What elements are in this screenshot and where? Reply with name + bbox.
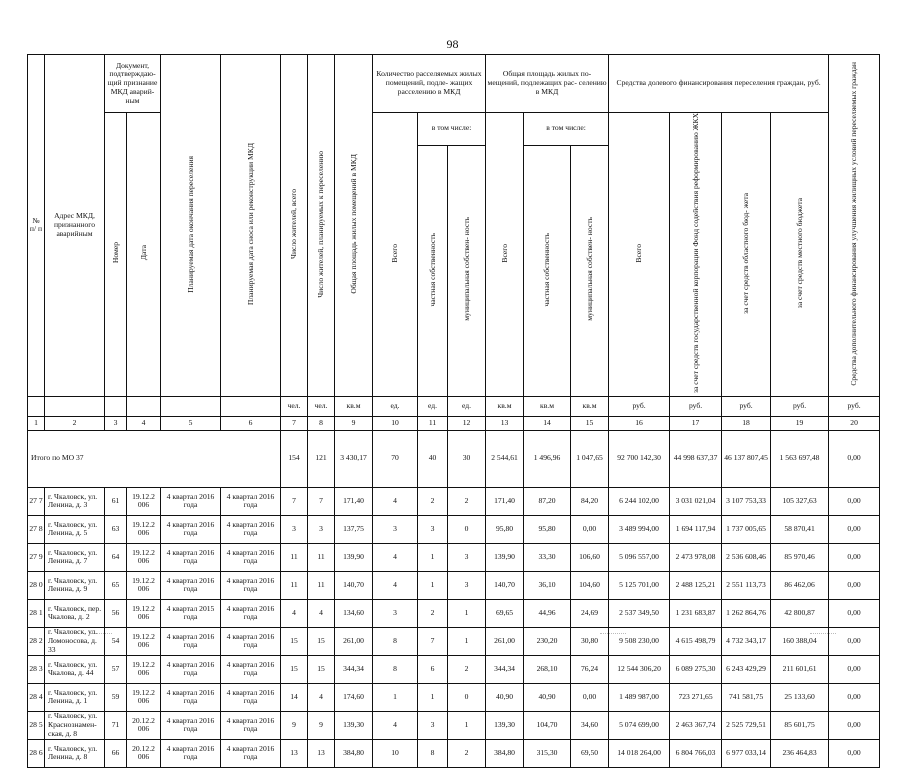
column-number: 20 (829, 416, 880, 430)
cell-area-private: 104,70 (524, 711, 571, 739)
cell-demolish: 4 квартал 2016 года (221, 655, 281, 683)
cell-residents: 4 (281, 599, 308, 627)
cell-fin-regional: 741 581,75 (722, 683, 771, 711)
column-number: 16 (609, 416, 670, 430)
cell-fin-fund: 2 488 125,21 (670, 571, 722, 599)
cell-no: 27 7 (28, 487, 45, 515)
column-number: 3 (105, 416, 127, 430)
cell-planned: 15 (308, 655, 335, 683)
header-fin-regional: за счет средств областного бюд- жета (722, 113, 771, 397)
column-numbers-row (28, 416, 880, 430)
cell-fin-fund: 2 463 367,74 (670, 711, 722, 739)
header-planned-demolish: Планируемая дата сноса или реконструкции МКД (221, 55, 281, 397)
cell-rooms: 4 (373, 487, 418, 515)
cell-resettle: 4 квартал 2016 года (161, 683, 221, 711)
cell-area-municipal: 69,50 (571, 739, 609, 767)
cell-no: 28 6 (28, 739, 45, 767)
cell-area-private: 33,30 (524, 543, 571, 571)
cell-fin-regional: 2 525 729,51 (722, 711, 771, 739)
cell-no: 28 4 (28, 683, 45, 711)
cell-area-private: 230,20 (524, 627, 571, 655)
cell-area-total: 40,90 (486, 683, 524, 711)
cell-demolish: 4 квартал 2016 года (221, 487, 281, 515)
cell-residents: 15 (281, 655, 308, 683)
cell-rooms-municipal: 1 (448, 599, 486, 627)
header-rooms-total: Всего (373, 113, 418, 397)
cell-address: г. Чкаловск, ул. Ленина, д. 8 (45, 739, 105, 767)
cell-no: 28 0 (28, 571, 45, 599)
cell-rooms-private: 3 (418, 711, 448, 739)
cell-rooms-municipal: 2 (448, 655, 486, 683)
header-doc: Документ, подтверждаю- щий признание МКД аварий- ным (105, 55, 161, 113)
cell-area-private: 36,10 (524, 571, 571, 599)
cell-area: 171,40 (335, 487, 373, 515)
cell-fin-additional: 0,00 (829, 711, 880, 739)
cell-fin-additional: 0,00 (829, 571, 880, 599)
cell-fin-fund: 6 089 275,30 (670, 655, 722, 683)
unit-cell: ед. (448, 396, 486, 416)
cell-doc-date: 19.12.2 006 (127, 627, 161, 655)
cell-fin-additional: 0,00 (829, 543, 880, 571)
cell-fin-total: 5 096 557,00 (609, 543, 670, 571)
column-number: 19 (771, 416, 829, 430)
cell-residents: 11 (281, 571, 308, 599)
cell-residents: 9 (281, 711, 308, 739)
total-cell: 2 544,61 (486, 430, 524, 487)
cell-fin-additional: 0,00 (829, 683, 880, 711)
cell-no: 27 9 (28, 543, 45, 571)
cell-area-private: 44,96 (524, 599, 571, 627)
header-finance-group: Средства долевого финансирования переселения граждан, руб. (609, 55, 829, 113)
cell-doc-no: 64 (105, 543, 127, 571)
cell-fin-local: 105 327,63 (771, 487, 829, 515)
cell-rooms-municipal: 1 (448, 627, 486, 655)
table-row (28, 571, 880, 599)
cell-area: 139,30 (335, 711, 373, 739)
unit-cell: кв.м (524, 396, 571, 416)
cell-rooms: 4 (373, 543, 418, 571)
cell-rooms-municipal: 1 (448, 711, 486, 739)
cell-address: г. Чкаловск, ул. Ленина, д. 9 (45, 571, 105, 599)
total-cell: 3 430,17 (335, 430, 373, 487)
cell-area-municipal: 34,60 (571, 711, 609, 739)
cell-demolish: 4 квартал 2016 года (221, 739, 281, 767)
header-fin-local: за счет средств местного бюджета (771, 113, 829, 397)
cell-doc-no: 61 (105, 487, 127, 515)
header-residents-planned: Число жителей, планируемых к переселению (308, 55, 335, 397)
column-number: 9 (335, 416, 373, 430)
cell-fin-regional: 3 107 753,33 (722, 487, 771, 515)
cell-residents: 7 (281, 487, 308, 515)
header-living-area: Общая площадь жилых помещений в МКД (335, 55, 373, 397)
cell-area: 134,60 (335, 599, 373, 627)
cell-area-total: 344,34 (486, 655, 524, 683)
cell-rooms-private: 2 (418, 599, 448, 627)
cell-area: 261,00 (335, 627, 373, 655)
cell-planned: 15 (308, 627, 335, 655)
scan-mark (600, 633, 626, 634)
unit-cell: чел. (308, 396, 335, 416)
header-fin-total: Всего (609, 113, 670, 397)
cell-fin-total: 6 244 102,00 (609, 487, 670, 515)
cell-fin-regional: 2 536 608,46 (722, 543, 771, 571)
cell-rooms-municipal: 3 (448, 543, 486, 571)
cell-fin-regional: 2 551 113,73 (722, 571, 771, 599)
unit-cell: руб. (609, 396, 670, 416)
resettlement-table (27, 54, 880, 768)
cell-area-municipal: 104,60 (571, 571, 609, 599)
header-address: Адрес МКД, признанного аварийным (45, 55, 105, 397)
cell-rooms-private: 1 (418, 683, 448, 711)
table-row (28, 515, 880, 543)
cell-fin-additional: 0,00 (829, 739, 880, 767)
cell-residents: 13 (281, 739, 308, 767)
column-number: 6 (221, 416, 281, 430)
cell-resettle: 4 квартал 2016 года (161, 487, 221, 515)
cell-area: 384,80 (335, 739, 373, 767)
cell-fin-total: 9 508 230,00 (609, 627, 670, 655)
cell-rooms-private: 1 (418, 571, 448, 599)
cell-area-municipal: 106,60 (571, 543, 609, 571)
cell-doc-no: 71 (105, 711, 127, 739)
cell-rooms-private: 1 (418, 543, 448, 571)
cell-resettle: 4 квартал 2016 года (161, 627, 221, 655)
cell-resettle: 4 квартал 2016 года (161, 739, 221, 767)
cell-no: 28 1 (28, 599, 45, 627)
cell-fin-total: 3 489 994,00 (609, 515, 670, 543)
cell-area: 140,70 (335, 571, 373, 599)
cell-residents: 15 (281, 627, 308, 655)
cell-address: г. Чкаловск, ул. Чкалова, д. 44 (45, 655, 105, 683)
cell-area-municipal: 0,00 (571, 515, 609, 543)
header-area-private: частная собственность (524, 145, 571, 396)
cell-area-municipal: 24,69 (571, 599, 609, 627)
cell-rooms-private: 6 (418, 655, 448, 683)
total-cell: 40 (418, 430, 448, 487)
cell-planned: 4 (308, 683, 335, 711)
unit-cell: кв.м (571, 396, 609, 416)
cell-area-private: 95,80 (524, 515, 571, 543)
cell-doc-no: 57 (105, 655, 127, 683)
cell-doc-date: 19.12.2 006 (127, 515, 161, 543)
cell-demolish: 4 квартал 2016 года (221, 627, 281, 655)
cell-fin-total: 1 489 987,00 (609, 683, 670, 711)
cell-address: г. Чкаловск, ул. Ленина, д. 1 (45, 683, 105, 711)
cell-area-municipal: 76,24 (571, 655, 609, 683)
cell-rooms: 8 (373, 627, 418, 655)
cell-fin-additional: 0,00 (829, 487, 880, 515)
column-number: 8 (308, 416, 335, 430)
column-number: 11 (418, 416, 448, 430)
cell-area: 174,60 (335, 683, 373, 711)
cell-area: 137,75 (335, 515, 373, 543)
cell-fin-total: 5 074 699,00 (609, 711, 670, 739)
cell-fin-total: 14 018 264,00 (609, 739, 670, 767)
cell-address: г. Чкаловск, ул. Ленина, д. 3 (45, 487, 105, 515)
cell-residents: 3 (281, 515, 308, 543)
cell-fin-regional: 6 977 033,14 (722, 739, 771, 767)
cell-fin-local: 86 462,06 (771, 571, 829, 599)
page-number: 98 (446, 37, 459, 51)
table-row (28, 627, 880, 655)
column-number: 5 (161, 416, 221, 430)
total-cell: 1 563 697,48 (771, 430, 829, 487)
cell-area: 139,90 (335, 543, 373, 571)
cell-fin-local: 236 464,83 (771, 739, 829, 767)
column-number: 18 (722, 416, 771, 430)
cell-rooms-municipal: 2 (448, 739, 486, 767)
cell-no: 28 5 (28, 711, 45, 739)
cell-demolish: 4 квартал 2016 года (221, 683, 281, 711)
column-number: 2 (45, 416, 105, 430)
cell-area-private: 40,90 (524, 683, 571, 711)
total-cell: 1 496,96 (524, 430, 571, 487)
units-row (28, 396, 880, 416)
total-cell: 121 (308, 430, 335, 487)
cell-demolish: 4 квартал 2016 года (221, 571, 281, 599)
cell-rooms: 4 (373, 711, 418, 739)
cell-demolish: 4 квартал 2016 года (221, 515, 281, 543)
cell-fin-local: 85 601,75 (771, 711, 829, 739)
cell-rooms-municipal: 3 (448, 571, 486, 599)
table-row (28, 543, 880, 571)
cell-doc-date: 19.12.2 006 (127, 543, 161, 571)
unit-cell: кв.м (335, 396, 373, 416)
table-row (28, 487, 880, 515)
cell-address: г. Чкаловск, ул. Краснознамен- ская, д. 8 (45, 711, 105, 739)
cell-address: г. Чкаловск, ул. Ленина, д. 5 (45, 515, 105, 543)
cell-fin-fund: 4 615 498,79 (670, 627, 722, 655)
cell-fin-additional: 0,00 (829, 515, 880, 543)
total-label: Итого по МО 37 (28, 430, 281, 487)
cell-address: г. Чкаловск, ул. Ломоносова, д. 33 (45, 627, 105, 655)
unit-cell: кв.м (486, 396, 524, 416)
header-residents: Число жителей, всего (281, 55, 308, 397)
cell-resettle: 4 квартал 2016 года (161, 571, 221, 599)
cell-fin-regional: 6 243 429,29 (722, 655, 771, 683)
total-cell: 92 700 142,30 (609, 430, 670, 487)
cell-doc-date: 19.12.2 006 (127, 683, 161, 711)
cell-fin-total: 12 544 306,20 (609, 655, 670, 683)
cell-fin-local: 211 601,61 (771, 655, 829, 683)
cell-area: 344,34 (335, 655, 373, 683)
cell-planned: 4 (308, 599, 335, 627)
cell-area-private: 87,20 (524, 487, 571, 515)
cell-fin-fund: 3 031 021,04 (670, 487, 722, 515)
cell-area-municipal: 84,20 (571, 487, 609, 515)
cell-fin-regional: 1 737 005,65 (722, 515, 771, 543)
total-cell: 0,00 (829, 430, 880, 487)
cell-address: г. Чкаловск, пер. Чкалова, д. 2 (45, 599, 105, 627)
cell-doc-date: 19.12.2 006 (127, 599, 161, 627)
total-cell: 30 (448, 430, 486, 487)
cell-fin-local: 58 870,41 (771, 515, 829, 543)
column-number: 14 (524, 416, 571, 430)
cell-resettle: 4 квартал 2016 года (161, 543, 221, 571)
cell-rooms-private: 8 (418, 739, 448, 767)
cell-doc-no: 54 (105, 627, 127, 655)
total-cell: 154 (281, 430, 308, 487)
header-planned-resettle: Планируемая дата окончания переселения (161, 55, 221, 397)
cell-area-total: 384,80 (486, 739, 524, 767)
cell-doc-date: 19.12.2 006 (127, 487, 161, 515)
cell-fin-fund: 723 271,65 (670, 683, 722, 711)
unit-cell: руб. (722, 396, 771, 416)
cell-rooms-municipal: 2 (448, 487, 486, 515)
cell-area-total: 140,70 (486, 571, 524, 599)
cell-fin-local: 85 970,46 (771, 543, 829, 571)
cell-area-total: 261,00 (486, 627, 524, 655)
cell-area-total: 139,90 (486, 543, 524, 571)
cell-rooms-private: 2 (418, 487, 448, 515)
table-row (28, 711, 880, 739)
header-no: № п/ п (28, 55, 45, 397)
cell-area-total: 95,80 (486, 515, 524, 543)
cell-fin-total: 2 537 349,50 (609, 599, 670, 627)
cell-planned: 13 (308, 739, 335, 767)
cell-fin-local: 25 133,60 (771, 683, 829, 711)
cell-rooms: 8 (373, 655, 418, 683)
column-number: 7 (281, 416, 308, 430)
cell-no: 27 8 (28, 515, 45, 543)
cell-resettle: 4 квартал 2015 года (161, 599, 221, 627)
cell-planned: 11 (308, 571, 335, 599)
total-cell: 46 137 807,45 (722, 430, 771, 487)
column-number: 15 (571, 416, 609, 430)
column-number: 1 (28, 416, 45, 430)
cell-fin-fund: 1 231 683,87 (670, 599, 722, 627)
cell-demolish: 4 квартал 2016 года (221, 711, 281, 739)
cell-resettle: 4 квартал 2016 года (161, 515, 221, 543)
cell-rooms: 4 (373, 571, 418, 599)
header-doc-date: Дата (127, 113, 161, 397)
cell-fin-fund: 6 804 766,03 (670, 739, 722, 767)
header-area-municipal: муниципальная собствен- ность (571, 145, 609, 396)
cell-address: г. Чкаловск, ул. Ленина, д. 7 (45, 543, 105, 571)
table-row (28, 599, 880, 627)
cell-fin-additional: 0,00 (829, 599, 880, 627)
table-row (28, 655, 880, 683)
cell-fin-fund: 2 473 978,08 (670, 543, 722, 571)
cell-area-private: 268,10 (524, 655, 571, 683)
cell-no: 28 3 (28, 655, 45, 683)
header-doc-number: Номер (105, 113, 127, 397)
unit-cell: руб. (670, 396, 722, 416)
unit-cell: ед. (373, 396, 418, 416)
cell-rooms-private: 3 (418, 515, 448, 543)
cell-rooms-private: 7 (418, 627, 448, 655)
table-row (28, 739, 880, 767)
cell-planned: 11 (308, 543, 335, 571)
cell-area-municipal: 30,80 (571, 627, 609, 655)
cell-doc-date: 19.12.2 006 (127, 655, 161, 683)
cell-rooms-municipal: 0 (448, 683, 486, 711)
cell-doc-date: 20.12.2 006 (127, 711, 161, 739)
table-row (28, 683, 880, 711)
cell-rooms: 10 (373, 739, 418, 767)
scan-mark (810, 633, 836, 634)
cell-area-total: 171,40 (486, 487, 524, 515)
cell-rooms-municipal: 0 (448, 515, 486, 543)
cell-fin-local: 160 388,04 (771, 627, 829, 655)
header-fin-fund: за счет средств государственной корпорации Фонд содействия реформированию ЖКХ (670, 113, 722, 397)
header-rooms-private: частная собственность (418, 145, 448, 396)
total-cell: 70 (373, 430, 418, 487)
cell-doc-no: 59 (105, 683, 127, 711)
header-rooms-including: в том числе: (418, 113, 486, 146)
cell-planned: 9 (308, 711, 335, 739)
cell-rooms: 3 (373, 515, 418, 543)
column-number: 10 (373, 416, 418, 430)
cell-residents: 11 (281, 543, 308, 571)
total-cell: 1 047,65 (571, 430, 609, 487)
cell-area-total: 69,65 (486, 599, 524, 627)
unit-cell: руб. (771, 396, 829, 416)
cell-rooms: 3 (373, 599, 418, 627)
cell-area-municipal: 0,00 (571, 683, 609, 711)
cell-area-total: 139,30 (486, 711, 524, 739)
cell-fin-fund: 1 694 117,94 (670, 515, 722, 543)
cell-residents: 14 (281, 683, 308, 711)
cell-fin-additional: 0,00 (829, 655, 880, 683)
cell-doc-no: 63 (105, 515, 127, 543)
cell-area-private: 315,30 (524, 739, 571, 767)
cell-fin-regional: 1 262 864,76 (722, 599, 771, 627)
cell-resettle: 4 квартал 2016 года (161, 711, 221, 739)
cell-fin-regional: 4 732 343,17 (722, 627, 771, 655)
header-area-group: Общая площадь жилых по- мещений, подлежащих рас- селению в МКД (486, 55, 609, 113)
column-number: 13 (486, 416, 524, 430)
cell-demolish: 4 квартал 2016 года (221, 543, 281, 571)
column-number: 12 (448, 416, 486, 430)
cell-resettle: 4 квартал 2016 года (161, 655, 221, 683)
header-rooms-municipal: муниципальная собствен- ность (448, 145, 486, 396)
cell-fin-additional: 0,00 (829, 627, 880, 655)
cell-planned: 7 (308, 487, 335, 515)
column-number: 4 (127, 416, 161, 430)
total-row (28, 430, 880, 487)
header-area-including: в том числе: (524, 113, 609, 146)
cell-fin-total: 5 125 701,00 (609, 571, 670, 599)
scan-mark (90, 633, 112, 634)
cell-no: 28 2 (28, 627, 45, 655)
unit-cell: руб. (829, 396, 880, 416)
cell-fin-local: 42 800,87 (771, 599, 829, 627)
cell-planned: 3 (308, 515, 335, 543)
cell-doc-no: 65 (105, 571, 127, 599)
cell-doc-date: 20.12.2 006 (127, 739, 161, 767)
header-area-total: Всего (486, 113, 524, 397)
cell-doc-no: 56 (105, 599, 127, 627)
cell-doc-date: 19.12.2 006 (127, 571, 161, 599)
unit-cell: чел. (281, 396, 308, 416)
column-number: 17 (670, 416, 722, 430)
total-cell: 44 998 637,37 (670, 430, 722, 487)
header-rooms-group: Количество расселяемых жилых помещений, подле- жащих расселению в МКД (373, 55, 486, 113)
cell-doc-no: 66 (105, 739, 127, 767)
cell-demolish: 4 квартал 2016 года (221, 599, 281, 627)
cell-rooms: 1 (373, 683, 418, 711)
header-additional: Средства дополнительного финансирования улучшения жилищных условий переселяемых граждан (829, 55, 880, 397)
unit-cell: ед. (418, 396, 448, 416)
